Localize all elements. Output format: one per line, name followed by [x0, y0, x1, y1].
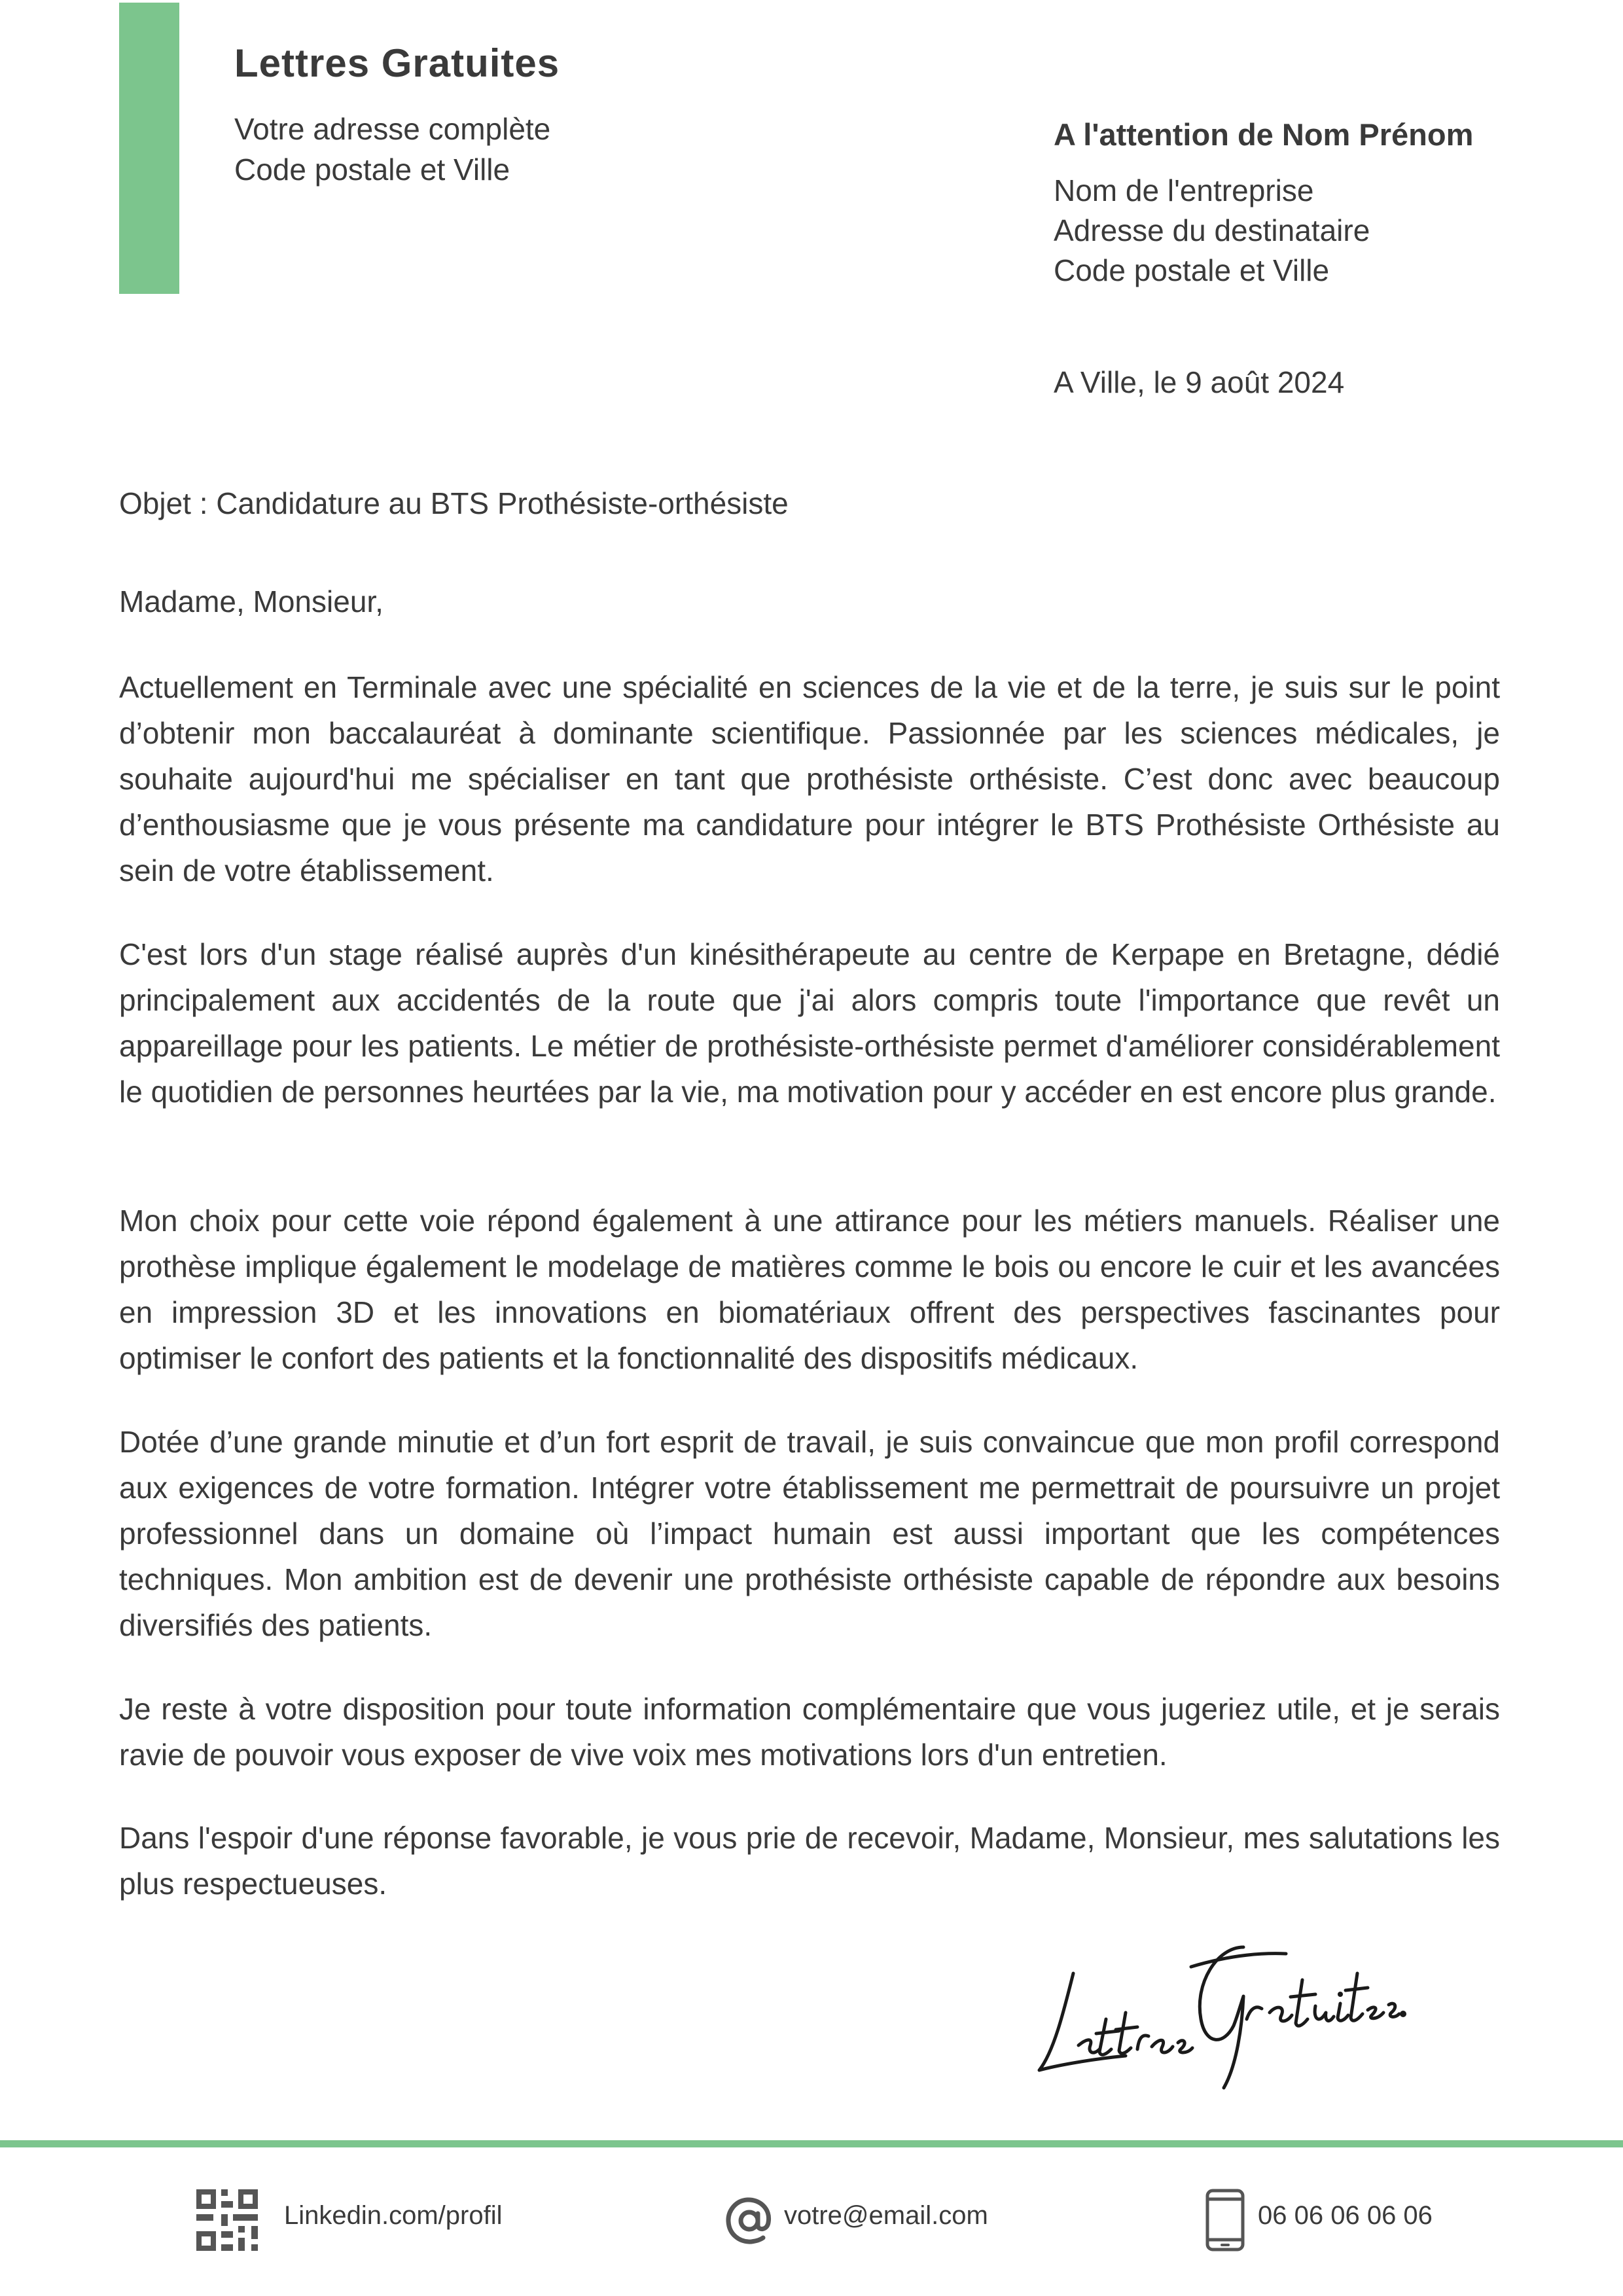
qr-code-icon	[196, 2189, 258, 2251]
body-paragraph: Dotée d’une grande minutie et d’un fort esprit de travail, je suis convaincue que mon profil correspond aux exigences de votre formation. Intégrer votre établissement me permettrait de poursuivre un projet professionnel dans un domaine où l’impact humain est aussi important que les compétences techniques. Mon ambition est de devenir une prothésiste orthésiste capable de répondre aux besoins diversifiés des patients.	[119, 1425, 1500, 1642]
at-sign-icon	[725, 2197, 774, 2245]
letter-subject: Objet : Candidature au BTS Prothésiste-orthésiste	[119, 486, 789, 520]
recipient-attention: A l'attention de Nom Prénom	[1054, 117, 1474, 152]
body-paragraph: Actuellement en Terminale avec une spécialité en sciences de la vie et de la terre, je suis sur le point d’obtenir mon baccalauréat à dominante scientifique. Passionnée par les sciences médicales, je souhaite aujourd'hui me spécialiser en tant que prothésiste orthésiste. C’est donc avec beaucoup d’enthousiasme que je vous présente ma candidature pour intégrer le BTS Prothésiste Orthésiste au sein de votre établissement.	[119, 670, 1500, 888]
recipient-address: Adresse du destinataire	[1054, 213, 1370, 247]
sender-address: Votre adresse complète	[234, 112, 551, 146]
smartphone-icon	[1205, 2189, 1245, 2251]
body-paragraph: Je reste à votre disposition pour toute information complémentaire que vous jugeriez utile, et je serais ravie de pouvoir vous exposer de vive voix mes motivations lors d'un entretien.	[119, 1692, 1500, 1772]
body-paragraph: Mon choix pour cette voie répond également à une attirance pour les métiers manuels. Réaliser une prothèse implique également le modelage de matières comme le bois ou encore le cuir et les avancées en impression 3D et les innovations en biomatériaux offrent des perspectives fascinantes pour optimiser le confort des patients et la fonctionnalité des dispositifs médicaux.	[119, 1204, 1500, 1375]
letter-date: A Ville, le 9 août 2024	[1054, 365, 1345, 399]
body-paragraph: Dans l'espoir d'une réponse favorable, je vous prie de recevoir, Madame, Monsieur, mes salutations les plus respectueuses.	[119, 1821, 1500, 1901]
signature	[1027, 1921, 1407, 2091]
sender-city: Code postale et Ville	[234, 152, 510, 187]
body-paragraph: C'est lors d'un stage réalisé auprès d'un kinésithérapeute au centre de Kerpape en Bretagne, dédié principalement aux accidentés de la route que j'ai alors compris toute l'importance que revêt un appareillage pour les patients. Le métier de prothésiste-orthésiste permet d'améliorer considérablement le quotidien de personnes heurtées par la vie, ma motivation pour y accéder en est encore plus grande.	[119, 937, 1500, 1109]
recipient-city: Code postale et Ville	[1054, 253, 1330, 287]
accent-bar	[119, 3, 179, 294]
footer-email-link[interactable]: votre@email.com	[784, 2201, 988, 2230]
footer-linkedin-link[interactable]: Linkedin.com/profil	[284, 2201, 503, 2230]
letter-salutation: Madame, Monsieur,	[119, 584, 383, 619]
footer-phone-number[interactable]: 06 06 06 06 06	[1258, 2201, 1433, 2230]
sender-name: Lettres Gratuites	[234, 41, 560, 85]
footer-divider	[0, 2140, 1623, 2147]
recipient-company: Nom de l'entreprise	[1054, 173, 1314, 207]
